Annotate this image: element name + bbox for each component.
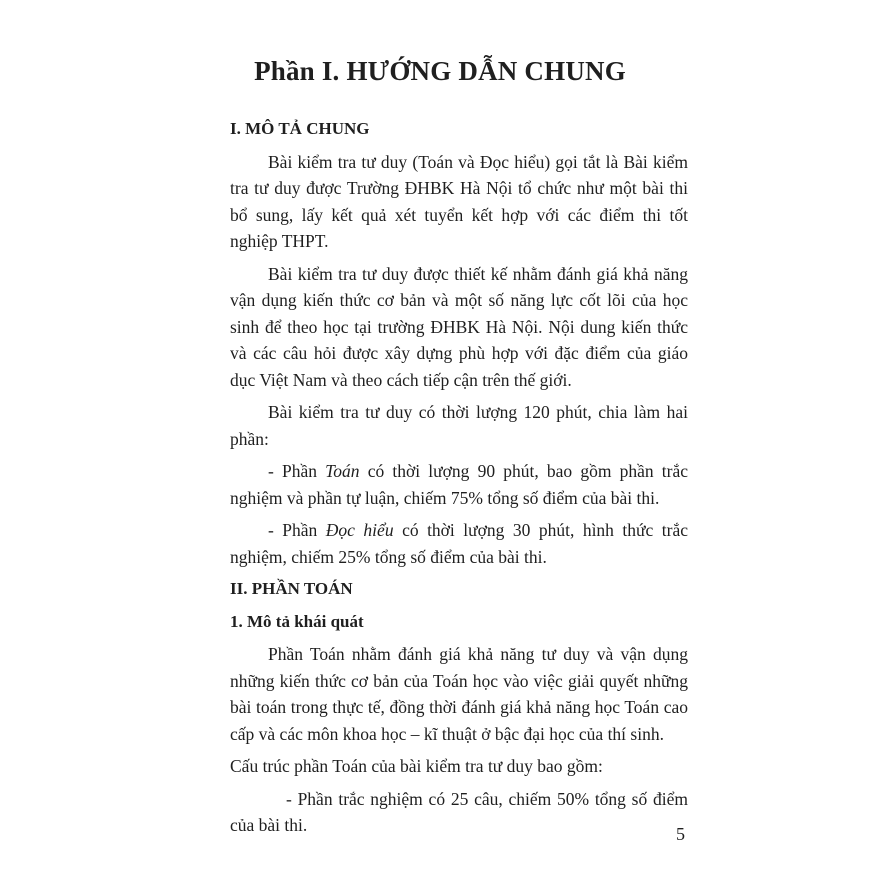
bullet-reading-suffix: có thời lượng 30 phút, hình thức trắc nghiệm, chiếm 25% tổng số điểm của bài thi. (230, 520, 688, 567)
bullet-math-prefix: - Phần (268, 461, 326, 481)
paragraph-purpose: Bài kiểm tra tư duy được thiết kế nhằm đánh giá khả năng vận dụng kiến thức cơ bản và một số năng lực cốt lõi của học sinh để theo học tại trường ĐHBK Hà Nội. Nội dung kiến thức và các câu hỏi được xây dựng phù hợp với đặc điểm của giáo dục Việt Nam và theo cách tiếp cận trên thế giới. (230, 263, 688, 390)
bullet-reading-part (230, 517, 688, 570)
bullet-multiple-choice: - Phần trắc nghiệm có 25 câu, chiếm 50% tổng số điểm của bài thi. (230, 788, 688, 835)
paragraph-intro: Bài kiểm tra tư duy (Toán và Đọc hiểu) gọi tắt là Bài kiểm tra tư duy được Trường ĐHBK Hà Nội tổ chức như một bài thi bổ sung, lấy kết quả xét tuyển kết hợp với các điểm thi tốt nghiệp THPT. (230, 151, 688, 251)
paragraph-duration: Bài kiểm tra tư duy có thời lượng 120 phút, chia làm hai phần: (230, 402, 688, 449)
section-heading-math: II. PHẦN TOÁN (230, 579, 353, 598)
bullet-reading-prefix: - Phần (268, 520, 326, 540)
section-heading-general: I. MÔ TẢ CHUNG (230, 119, 370, 138)
subsection-heading-overview: 1. Mô tả khái quát (230, 611, 364, 631)
paragraph-math-overview: Phần Toán nhằm đánh giá khả năng tư duy và vận dụng những kiến thức cơ bản của Toán học vào việc giải quyết những bài toán trong thực tế, đồng thời đánh giá khả năng học Toán cao cấp và các môn khoa học – kĩ thuật ở bậc đại học của thí sinh. (230, 644, 688, 744)
page-title: Phần I. HƯỚNG DẪN CHUNG (254, 56, 626, 86)
bullet-math-emphasis: Toán (325, 461, 360, 481)
bullet-math-suffix: có thời lượng 90 phút, bao gồm phần trắc nghiệm và phần tự luận, chiếm 75% tổng số điểm của bài thi. (230, 461, 689, 508)
page-number: 5 (676, 824, 685, 844)
paragraph-math-structure: Cấu trúc phần Toán của bài kiểm tra tư duy bao gồm: (230, 756, 603, 776)
bullet-math-part (230, 458, 688, 511)
page-content (230, 116, 688, 845)
bullet-reading-emphasis: Đọc hiểu (325, 520, 394, 540)
